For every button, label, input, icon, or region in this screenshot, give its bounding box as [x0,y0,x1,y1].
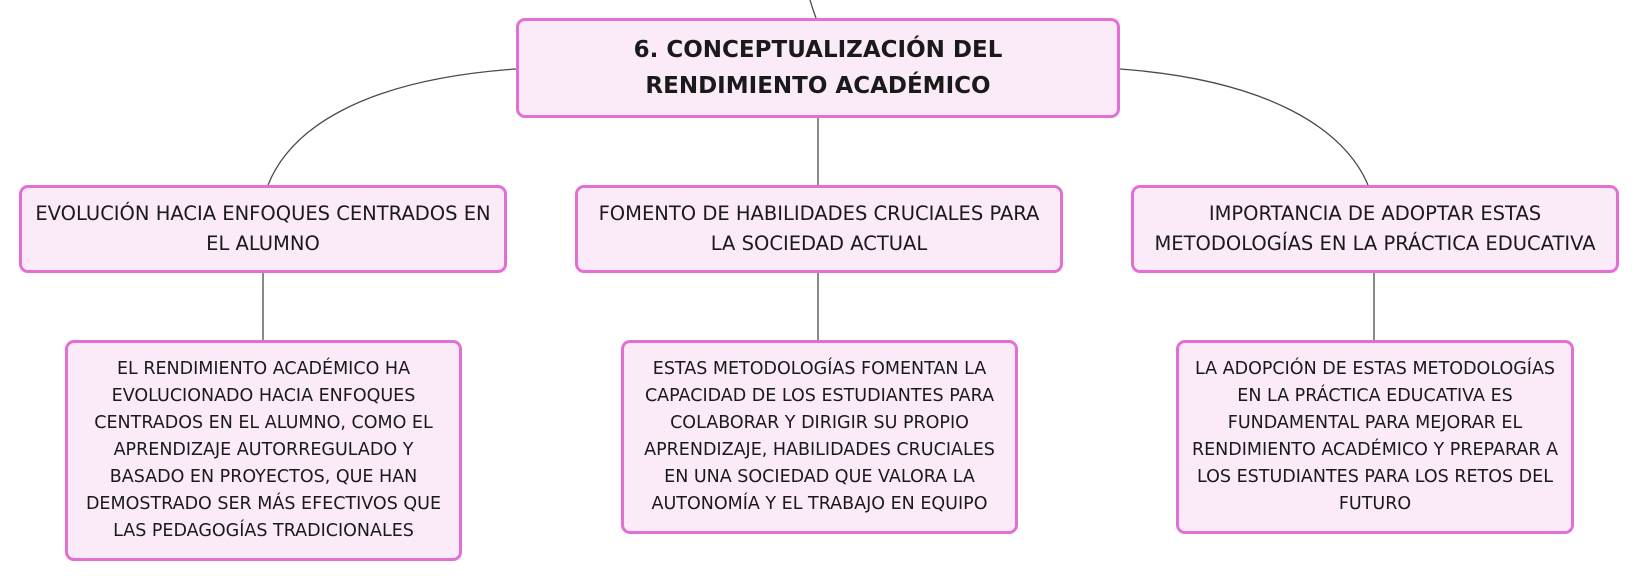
detail-node-importancia[interactable] [1176,340,1574,534]
branch-node-importancia[interactable] [1131,185,1619,273]
connector-root-to-branch-1 [268,69,516,185]
branch-label: EVOLUCIÓN HACIA ENFOQUES CENTRADOS EN EL ALUMNO [35,202,491,255]
detail-node-fomento[interactable] [621,340,1018,534]
branch-node-fomento[interactable] [575,185,1063,273]
connector-root-to-branch-3 [1120,69,1368,185]
branch-label: FOMENTO DE HABILIDADES CRUCIALES PARA LA SOCIEDAD ACTUAL [598,202,1040,255]
detail-text: EL RENDIMIENTO ACADÉMICO HA EVOLUCIONADO HACIA ENFOQUES CENTRADOS EN EL ALUMNO, COMO EL APRENDIZAJE AUTORREGULADO Y BASADO EN PROYECTOS, QUE HAN DEMOSTRADO SER MÁS EFECTIVOS QUE LAS PEDAGOGÍAS TRADICIONALES [85,359,442,541]
detail-text: LA ADOPCIÓN DE ESTAS METODOLOGÍAS EN LA PRÁCTICA EDUCATIVA ES FUNDAMENTAL PARA MEJORAR EL RENDIMIENTO ACADÉMICO Y PREPARAR A LOS ESTUDIANTES PARA LOS RETOS DEL FUTURO [1191,359,1559,514]
detail-node-evolucion[interactable] [65,340,462,561]
connector-parent-to-root [810,0,816,18]
root-topic-label: 6. CONCEPTUALIZACIÓN DEL RENDIMIENTO ACADÉMICO [633,37,1003,99]
branch-label: IMPORTANCIA DE ADOPTAR ESTAS METODOLOGÍAS EN LA PRÁCTICA EDUCATIVA [1154,202,1596,255]
branch-node-evolucion[interactable] [19,185,507,273]
detail-text: ESTAS METODOLOGÍAS FOMENTAN LA CAPACIDAD DE LOS ESTUDIANTES PARA COLABORAR Y DIRIGIR SU PROPIO APRENDIZAJE, HABILIDADES CRUCIALES EN UNA SOCIEDAD QUE VALORA LA AUTONOMÍA Y EL TRABAJO EN EQUIPO [644,359,995,514]
root-topic-node[interactable] [516,18,1120,118]
